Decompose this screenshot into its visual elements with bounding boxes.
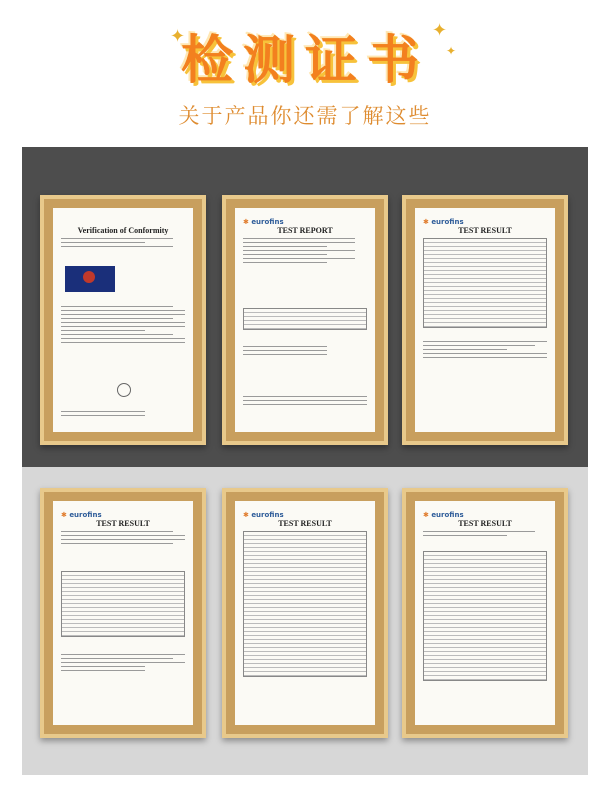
results-table [423, 551, 547, 681]
certificate-frame[interactable] [222, 195, 388, 445]
certificate-title: TEST REPORT [277, 226, 333, 235]
certificate-frame[interactable] [40, 488, 206, 738]
sparkle-icon: ✦ [432, 20, 448, 41]
header-banner [0, 0, 610, 140]
certificate-paper [53, 501, 193, 725]
product-photo [65, 266, 115, 292]
eurofins-logo: ✱ eurofins [243, 218, 284, 226]
certificate-frame[interactable] [402, 488, 568, 738]
certificate-title: Verification of Conformity [77, 226, 169, 235]
page-title: 检测证书 [180, 31, 429, 91]
certificate-paper [235, 208, 375, 432]
eurofins-logo: ✱ eurofins [243, 511, 284, 519]
certificate-title: TEST RESULT [278, 519, 332, 528]
certificate-frame[interactable] [40, 195, 206, 445]
certificate-title: TEST RESULT [96, 519, 150, 528]
certificate-title: TEST RESULT [458, 226, 512, 235]
certificate-frame[interactable] [402, 195, 568, 445]
certificate-frame[interactable] [222, 488, 388, 738]
page-subtitle: 关于产品你还需了解这些 [178, 104, 432, 128]
ce-mark-icon [117, 383, 131, 397]
results-table [423, 238, 547, 328]
results-table [61, 571, 185, 637]
eurofins-logo: ✱ eurofins [423, 511, 464, 519]
results-table [243, 531, 367, 677]
sparkle-icon: ✦ [170, 26, 186, 47]
certificate-paper [235, 501, 375, 725]
eurofins-logo: ✱ eurofins [423, 218, 464, 226]
sparkle-icon: ✦ [446, 44, 457, 58]
certificate-title: TEST RESULT [458, 519, 512, 528]
certificate-paper [415, 501, 555, 725]
certificate-paper [53, 208, 193, 432]
report-table [243, 308, 367, 330]
certificate-paper [415, 208, 555, 432]
eurofins-logo: ✱ eurofins [61, 511, 102, 519]
